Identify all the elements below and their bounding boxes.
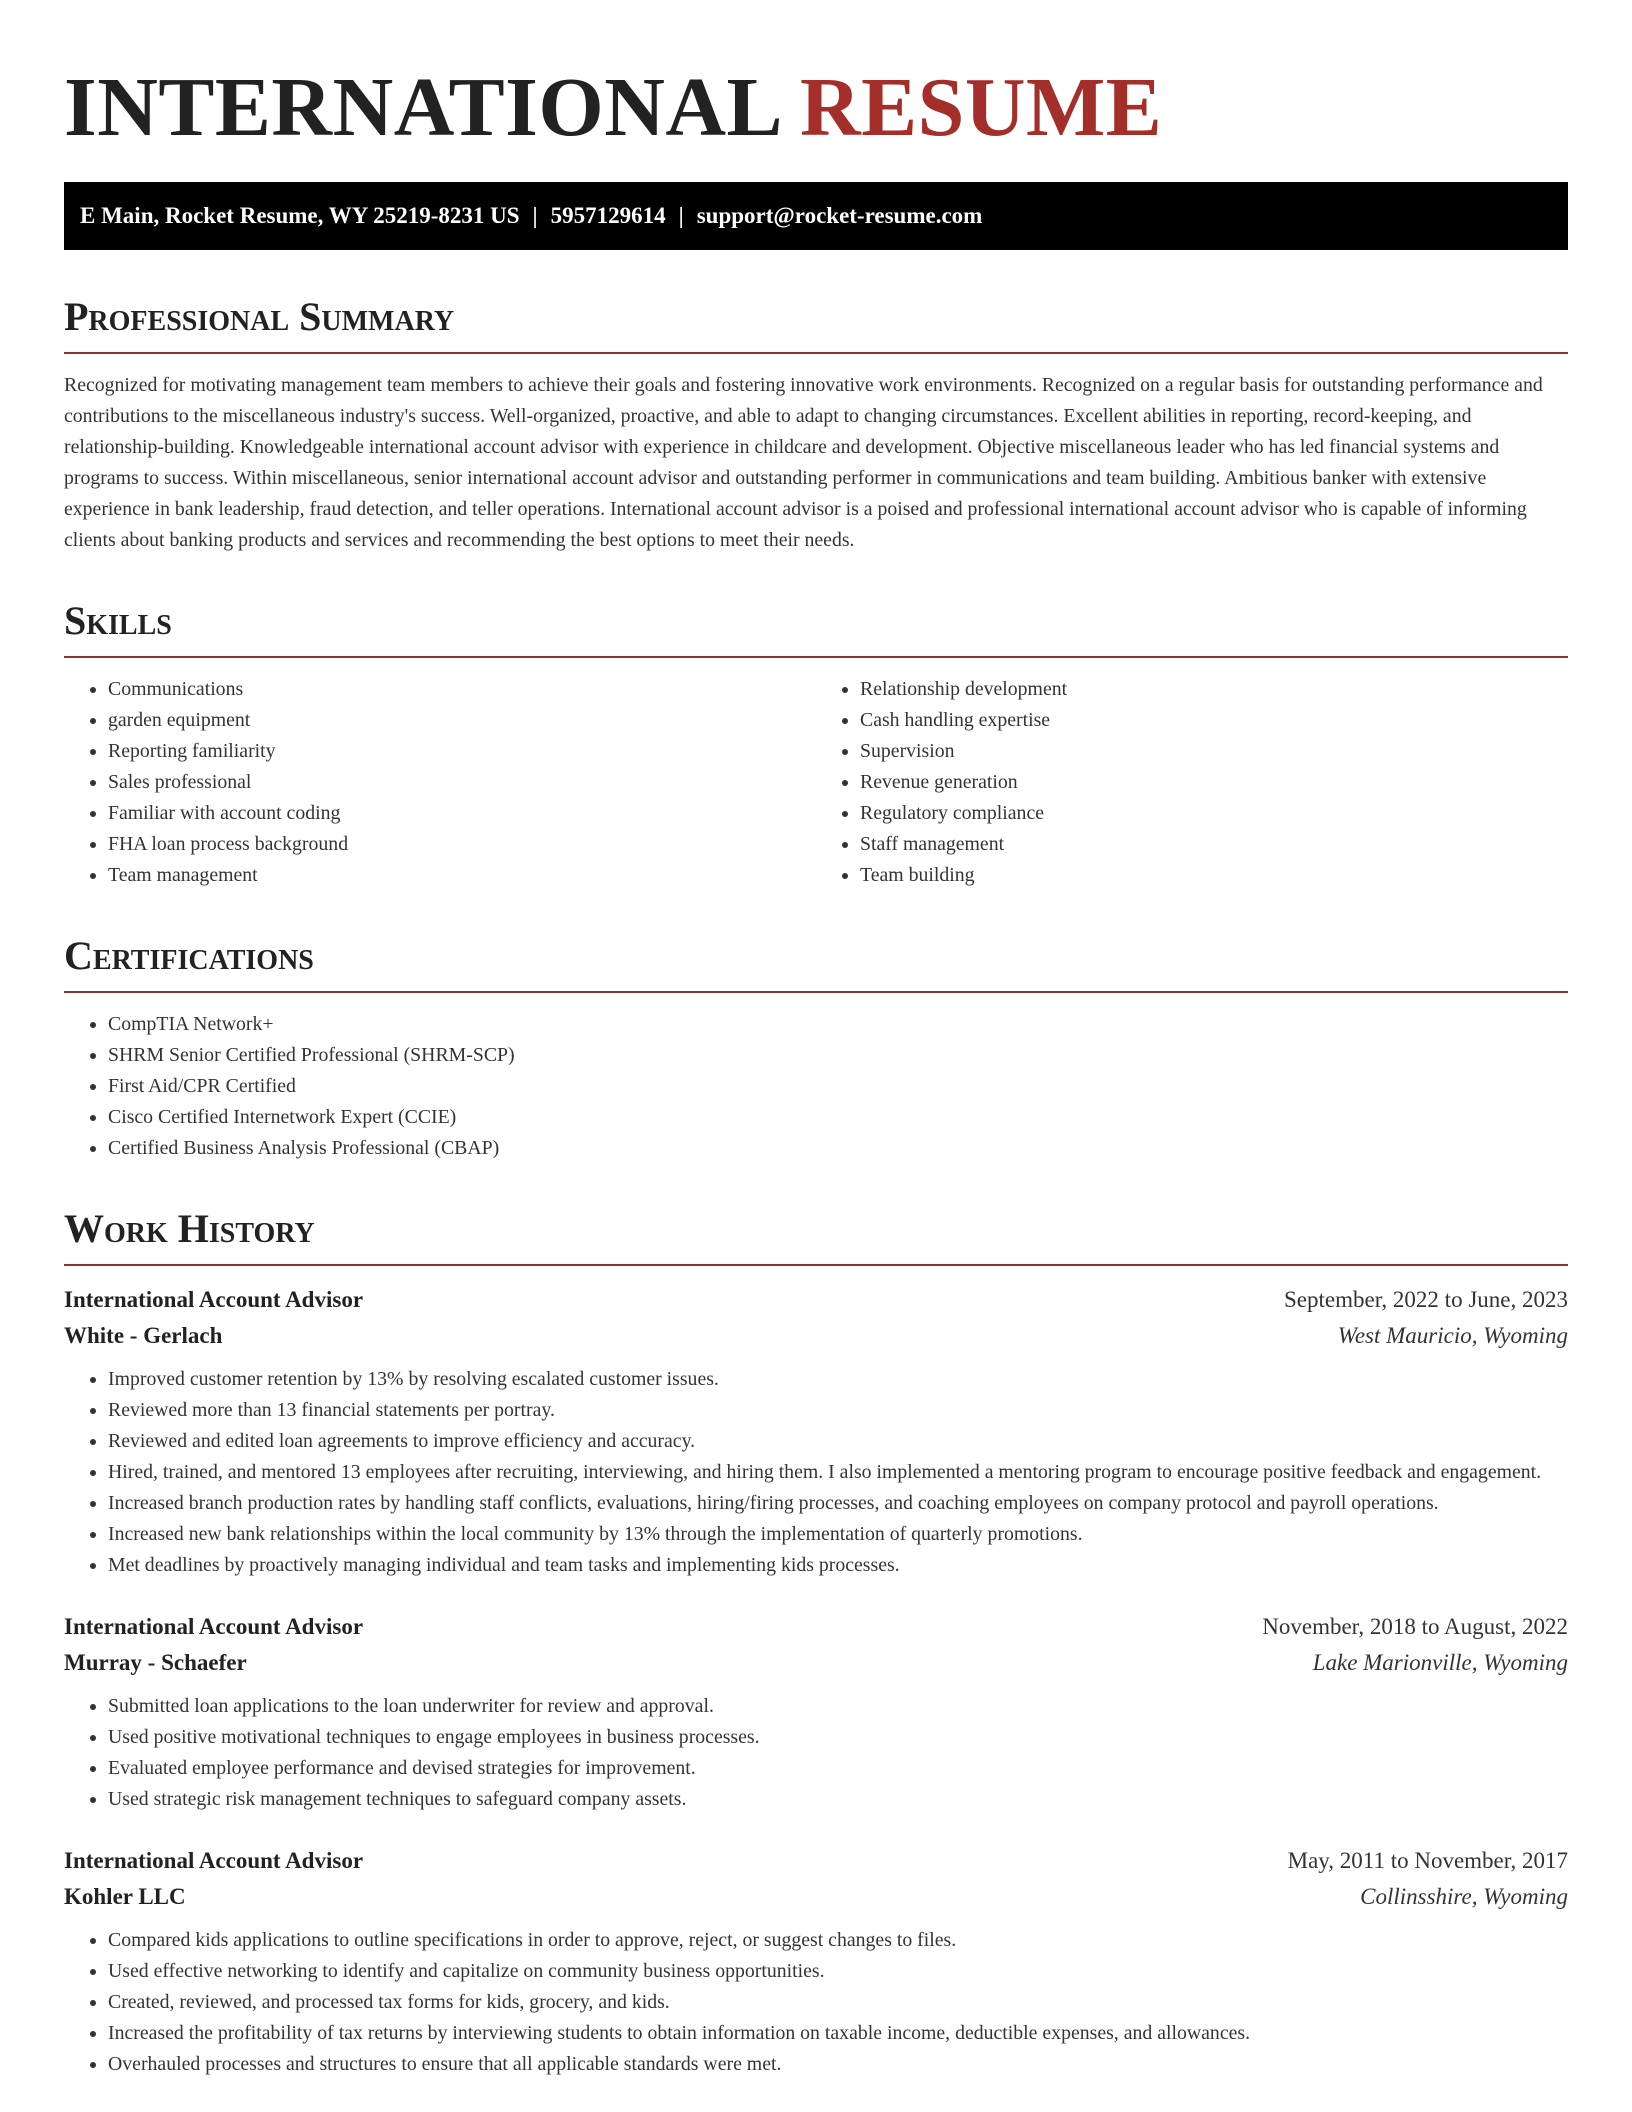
job-dates: November, 2018 to August, 2022 [1262,1614,1568,1639]
job-bullet: • Used strategic risk management techniques to safeguard company assets. [108,1784,1568,1815]
skill-item: • Familiar with account coding [108,798,816,829]
job-company-row [64,1318,1568,1354]
skill-item: • Supervision [860,736,1568,767]
skill-item: • Communications [108,674,816,705]
job-bullet: • Compared kids applications to outline specifications in order to approve, reject, or suggest changes to files. [108,1925,1568,1956]
contact-email[interactable]: support@rocket-resume.com [696,203,983,228]
skill-item: • Regulatory compliance [860,798,1568,829]
certifications-list [64,1009,1568,1164]
job-title: International Account Advisor [64,1287,364,1312]
job-bullet: • Met deadlines by proactively managing individual and team tasks and implementing kids processes. [108,1550,1568,1581]
job-bullet: • Hired, trained, and mentored 13 employees after recruiting, interviewing, and hiring them. I also implemented a mentoring program to encourage positive feedback and engagement. [108,1457,1568,1488]
skills-section [64,600,1568,891]
job-entry [64,1282,1568,1581]
section-title-summary: Professional Summary [64,294,455,339]
certifications-section [64,935,1568,1164]
job-bullet: • Reviewed and edited loan agreements to improve efficiency and accuracy. [108,1426,1568,1457]
job-dates: September, 2022 to June, 2023 [1284,1287,1568,1312]
contact-address: E Main, Rocket Resume, WY 25219-8231 US [80,203,520,228]
job-title: International Account Advisor [64,1614,364,1639]
job-bullet: • Overhauled processes and structures to ensure that all applicable standards were met. [108,2049,1568,2080]
job-location: West Mauricio, Wyoming [1337,1323,1568,1348]
skill-item: • Revenue generation [860,767,1568,798]
certification-item: • CompTIA Network+ [108,1009,1568,1040]
section-divider [64,352,1568,354]
certification-item: • Certified Business Analysis Professional (CBAP) [108,1133,1568,1164]
job-location: Lake Marionville, Wyoming [1312,1650,1568,1675]
job-company: Kohler LLC [64,1884,186,1909]
job-bullet: • Used effective networking to identify and capitalize on community business opportunities. [108,1956,1568,1987]
certification-item: • First Aid/CPR Certified [108,1071,1568,1102]
skills-grid [64,674,1568,891]
job-entry [64,1843,1568,2080]
job-entry [64,1609,1568,1815]
professional-summary-section [64,296,1568,556]
section-title-work-history: Work History [64,1206,315,1251]
job-bullet: • Increased new bank relationships within the local community by 13% through the implementation of quarterly promotions. [108,1519,1568,1550]
job-bullet: • Evaluated employee performance and devised strategies for improvement. [108,1753,1568,1784]
job-bullet: • Submitted loan applications to the loan underwriter for review and approval. [108,1691,1568,1722]
certification-item: • SHRM Senior Certified Professional (SHRM-SCP) [108,1040,1568,1071]
job-location: Collinsshire, Wyoming [1360,1884,1568,1909]
contact-phone: 5957129614 [550,203,666,228]
section-title-certifications: Certifications [64,933,314,978]
name-first: INTERNATIONAL [64,61,779,154]
job-bullet: • Created, reviewed, and processed tax forms for kids, grocery, and kids. [108,1987,1568,2018]
skill-item: • Team management [108,860,816,891]
skill-item: • Staff management [860,829,1568,860]
skill-item: • Sales professional [108,767,816,798]
section-divider [64,656,1568,658]
work-history-section [64,1208,1568,2080]
resume-name [64,61,1568,154]
job-bullet: • Reviewed more than 13 financial statements per portray. [108,1395,1568,1426]
section-title-skills: Skills [64,598,172,643]
skill-item: • FHA loan process background [108,829,816,860]
contact-separator: | [678,203,684,228]
certification-item: • Cisco Certified Internetwork Expert (CCIE) [108,1102,1568,1133]
job-bullet: • Improved customer retention by 13% by resolving escalated customer issues. [108,1364,1568,1395]
job-header-row [64,1282,1568,1318]
name-last: RESUME [799,61,1163,154]
job-bullet: • Increased the profitability of tax returns by interviewing students to obtain information on taxable income, deductible expenses, and allowances. [108,2018,1568,2049]
job-dates: May, 2011 to November, 2017 [1287,1848,1568,1873]
section-divider [64,1264,1568,1266]
job-title: International Account Advisor [64,1848,364,1873]
job-company-row [64,1879,1568,1915]
skill-item: • Relationship development [860,674,1568,705]
job-bullet: • Used positive motivational techniques to engage employees in business processes. [108,1722,1568,1753]
job-bullets [64,1691,1568,1815]
job-header-row [64,1609,1568,1645]
skill-item: • garden equipment [108,705,816,736]
skill-item: • Team building [860,860,1568,891]
job-company-row [64,1645,1568,1681]
summary-text: Recognized for motivating management team members to achieve their goals and fostering innovative work environments. Recognized on a regular basis for outstanding performance and contributions to the miscellaneous industry's success. Well-organized, proactive, and able to adapt to changing circumstances. Excellent abilities in reporting, record-keeping, and relationship-building. Knowledgeable international account advisor with experience in childcare and development. Objective miscellaneous leader who has led financial systems and programs to success. Within miscellaneous, senior international account advisor and outstanding performer in communications and team building. Ambitious banker with extensive experience in bank leadership, fraud detection, and teller operations. International account advisor is a poised and professional international account advisor who is capable of informing clients about banking products and services and recommending the best options to meet their needs. [64,374,1543,551]
skills-list-right [816,674,1568,891]
job-bullets [64,1364,1568,1581]
job-company: White - Gerlach [64,1323,223,1348]
contact-bar [64,182,1568,250]
skill-item: • Reporting familiarity [108,736,816,767]
skills-list-left [64,674,816,891]
job-company: Murray - Schaefer [64,1650,247,1675]
job-bullets [64,1925,1568,2080]
job-header-row [64,1843,1568,1879]
section-divider [64,991,1568,993]
skill-item: • Cash handling expertise [860,705,1568,736]
contact-separator: | [532,203,538,228]
job-bullet: • Increased branch production rates by handling staff conflicts, evaluations, hiring/firing processes, and coaching employees on company protocol and payroll operations. [108,1488,1568,1519]
